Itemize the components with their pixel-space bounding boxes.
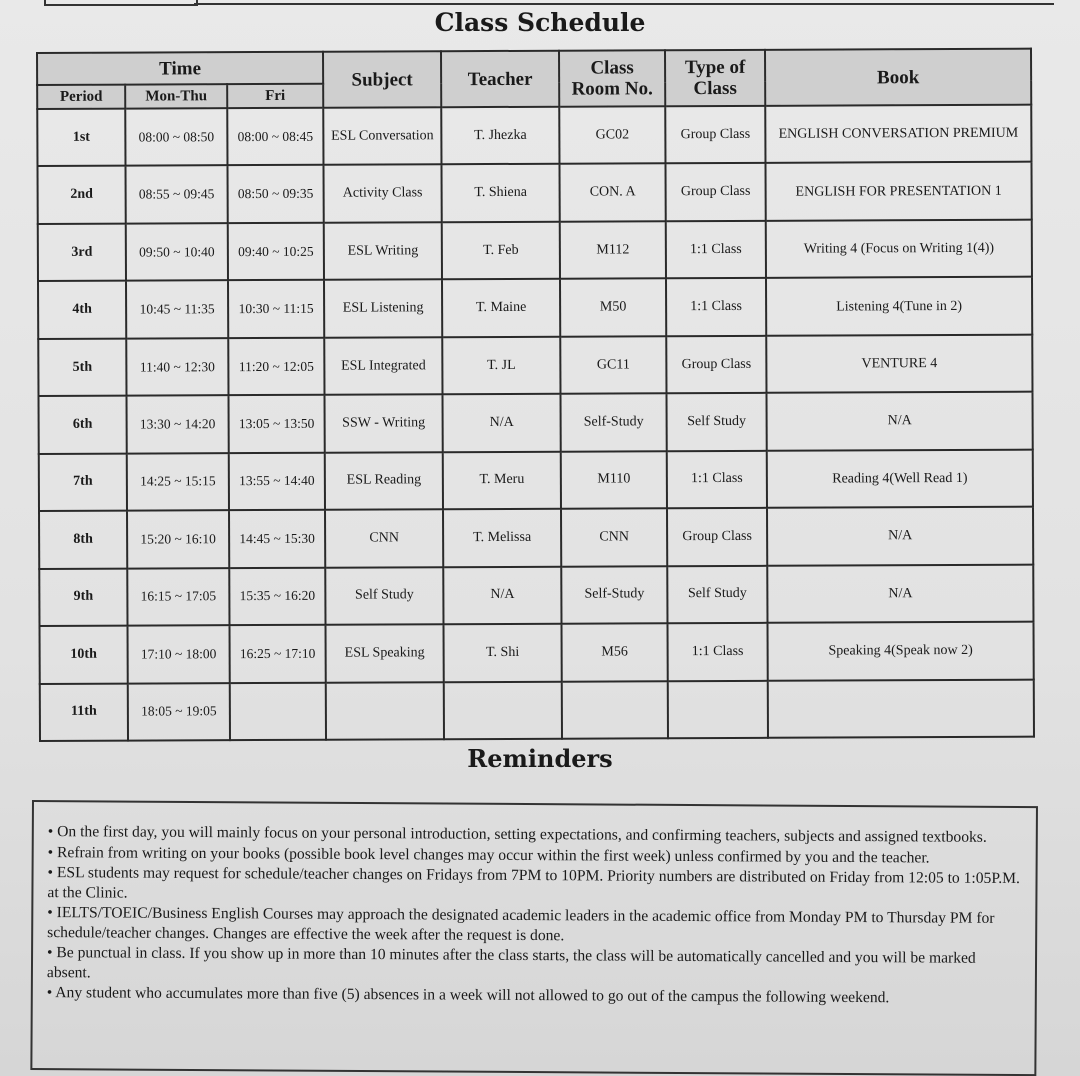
- book-cell: Listening 4(Tune in 2): [766, 277, 1032, 336]
- fri-cell: 14:45 ~ 15:30: [229, 510, 325, 568]
- table-row: [39, 392, 1033, 454]
- type-cell: 1:1 Class: [668, 623, 768, 681]
- reminder-item: • On the first day, you will mainly focus on your personal introduction, setting expectations, and confirming teachers, subjects and assigned textbooks.: [48, 822, 1022, 847]
- teacher-cell: T. Feb: [442, 222, 560, 280]
- mon-thu-cell: 08:00 ~ 08:50: [125, 108, 227, 166]
- type-cell: Self Study: [667, 393, 767, 451]
- reminders-list: [33, 802, 1036, 1009]
- fri-cell: 13:05 ~ 13:50: [229, 395, 325, 453]
- reminder-item: • Refrain from writing on your books (possible book level changes may occur within the first week) unless confirmed by you and the teacher.: [48, 843, 1022, 868]
- book-cell: Writing 4 (Focus on Writing 1(4)): [766, 220, 1032, 279]
- book-cell: ENGLISH CONVERSATION PREMIUM: [765, 105, 1031, 164]
- mon-thu-cell: 16:15 ~ 17:05: [127, 568, 229, 626]
- reminders-title: Reminders: [467, 744, 613, 773]
- subject-cell: ESL Conversation: [323, 107, 441, 165]
- book-cell: N/A: [767, 392, 1033, 451]
- book-cell: ENGLISH FOR PRESENTATION 1: [766, 162, 1032, 221]
- type-header: [665, 50, 765, 106]
- room-cell: GC02: [559, 106, 665, 164]
- room-cell: M50: [560, 279, 666, 337]
- book-cell: N/A: [767, 507, 1033, 566]
- subject-cell: SSW - Writing: [325, 394, 443, 452]
- type-cell: Group Class: [667, 508, 767, 566]
- teacher-cell: T. Shiena: [442, 164, 560, 222]
- mon-thu-cell: 17:10 ~ 18:00: [128, 625, 230, 683]
- page-title: Class Schedule: [434, 8, 646, 37]
- table-row: [39, 449, 1033, 511]
- classroom-header: [559, 50, 665, 106]
- room-cell: M56: [562, 623, 668, 681]
- room-cell: M110: [561, 451, 667, 509]
- fri-cell: 11:20 ~ 12:05: [228, 338, 324, 396]
- table-row: [37, 162, 1031, 224]
- teacher-header: Teacher: [441, 51, 559, 108]
- book-cell: Reading 4(Well Read 1): [767, 449, 1033, 508]
- table-row: [37, 105, 1031, 167]
- reminders-box: [30, 800, 1038, 1076]
- period-cell: 10th: [40, 626, 128, 684]
- classroom-header-line2: Room No.: [571, 78, 653, 100]
- mon-thu-header: Mon-Thu: [125, 84, 227, 108]
- fri-header: Fri: [227, 84, 323, 108]
- fri-cell: 08:50 ~ 09:35: [227, 165, 323, 223]
- type-cell: 1:1 Class: [666, 278, 766, 336]
- book-cell: Speaking 4(Speak now 2): [768, 622, 1034, 681]
- fri-cell: 10:30 ~ 11:15: [228, 280, 324, 338]
- room-cell: Self-Study: [561, 394, 667, 452]
- room-cell: GC11: [560, 336, 666, 394]
- room-cell: [562, 681, 668, 739]
- reminder-item: • ESL students may request for schedule/teacher changes on Fridays from 7PM to 10PM. Priority numbers are distributed on Friday from 12:05 to 1:05P.M. at the Clinic.: [47, 863, 1021, 908]
- fri-cell: 15:35 ~ 16:20: [229, 567, 325, 625]
- period-header: Period: [37, 85, 125, 109]
- fri-cell: [230, 682, 326, 740]
- teacher-cell: T. Meru: [443, 451, 561, 509]
- period-cell: 5th: [38, 338, 126, 396]
- room-cell: CON. A: [560, 164, 666, 222]
- book-cell: VENTURE 4: [766, 334, 1032, 393]
- teacher-cell: T. Maine: [442, 279, 560, 337]
- classroom-header-line1: Class: [590, 57, 634, 79]
- type-cell: 1:1 Class: [667, 451, 767, 509]
- teacher-cell: T. Jhezka: [441, 107, 559, 165]
- type-cell: Group Class: [665, 106, 765, 164]
- reminder-item: • Be punctual in class. If you show up in more than 10 minutes after the class starts, the class will be automatically cancelled and you will be marked absent.: [47, 943, 1021, 988]
- subject-cell: ESL Speaking: [326, 624, 444, 682]
- subject-header: Subject: [323, 51, 441, 108]
- period-cell: 9th: [39, 568, 127, 626]
- mon-thu-cell: 13:30 ~ 14:20: [127, 395, 229, 453]
- type-cell: Group Class: [666, 336, 766, 394]
- fri-cell: 16:25 ~ 17:10: [230, 625, 326, 683]
- subject-cell: CNN: [325, 509, 443, 567]
- room-cell: M112: [560, 221, 666, 279]
- period-cell: 7th: [39, 453, 127, 511]
- type-cell: Group Class: [666, 163, 766, 221]
- reminder-item: • Any student who accumulates more than five (5) absences in a week will not allowed to go out of the campus the following weekend.: [47, 983, 1021, 1008]
- reminder-item: • IELTS/TOEIC/Business English Courses may approach the designated academic leaders in the academic office from Monday PM to Thursday PM for schedule/teacher changes. Changes are effective the week after the request is done.: [47, 903, 1021, 948]
- type-cell: [668, 680, 768, 738]
- teacher-cell: N/A: [443, 566, 561, 624]
- subject-cell: ESL Writing: [324, 222, 442, 280]
- mon-thu-cell: 18:05 ~ 19:05: [128, 683, 230, 741]
- type-header-line1: Type of: [684, 56, 746, 79]
- type-cell: 1:1 Class: [666, 221, 766, 279]
- mon-thu-cell: 14:25 ~ 15:15: [127, 453, 229, 511]
- schedule-table: [36, 48, 1035, 742]
- teacher-cell: T. Shi: [444, 624, 562, 682]
- table-row: [38, 220, 1032, 282]
- period-cell: 4th: [38, 281, 126, 339]
- top-edge-box: [44, 0, 198, 6]
- type-header-line2: Class: [693, 77, 737, 100]
- mon-thu-cell: 11:40 ~ 12:30: [126, 338, 228, 396]
- fri-cell: 13:55 ~ 14:40: [229, 452, 325, 510]
- book-header: Book: [765, 49, 1031, 106]
- teacher-cell: T. Melissa: [443, 509, 561, 567]
- book-cell: N/A: [767, 564, 1033, 623]
- room-cell: CNN: [561, 508, 667, 566]
- top-edge-line: [194, 3, 1054, 5]
- subject-cell: Activity Class: [324, 165, 442, 223]
- teacher-cell: [444, 681, 562, 739]
- subject-cell: ESL Listening: [324, 280, 442, 338]
- period-cell: 6th: [39, 396, 127, 454]
- book-cell: [768, 679, 1034, 738]
- teacher-cell: T. JL: [442, 337, 560, 395]
- type-cell: Self Study: [667, 565, 767, 623]
- period-cell: 8th: [39, 511, 127, 569]
- table-row: [40, 679, 1034, 741]
- subject-cell: ESL Integrated: [324, 337, 442, 395]
- table-row: [40, 622, 1034, 684]
- mon-thu-cell: 08:55 ~ 09:45: [125, 166, 227, 224]
- subject-cell: [326, 682, 444, 740]
- table-row: [38, 277, 1032, 339]
- period-cell: 11th: [40, 683, 128, 741]
- table-row: [38, 334, 1032, 396]
- mon-thu-cell: 09:50 ~ 10:40: [126, 223, 228, 281]
- fri-cell: 09:40 ~ 10:25: [228, 223, 324, 281]
- period-cell: 3rd: [38, 224, 126, 282]
- fri-cell: 08:00 ~ 08:45: [227, 108, 323, 166]
- period-cell: 1st: [37, 109, 125, 167]
- table-row: [39, 564, 1033, 626]
- mon-thu-cell: 15:20 ~ 16:10: [127, 510, 229, 568]
- period-cell: 2nd: [37, 166, 125, 224]
- teacher-cell: N/A: [443, 394, 561, 452]
- time-header: Time: [37, 52, 323, 85]
- room-cell: Self-Study: [561, 566, 667, 624]
- subject-cell: Self Study: [325, 567, 443, 625]
- mon-thu-cell: 10:45 ~ 11:35: [126, 281, 228, 339]
- table-row: [39, 507, 1033, 569]
- subject-cell: ESL Reading: [325, 452, 443, 510]
